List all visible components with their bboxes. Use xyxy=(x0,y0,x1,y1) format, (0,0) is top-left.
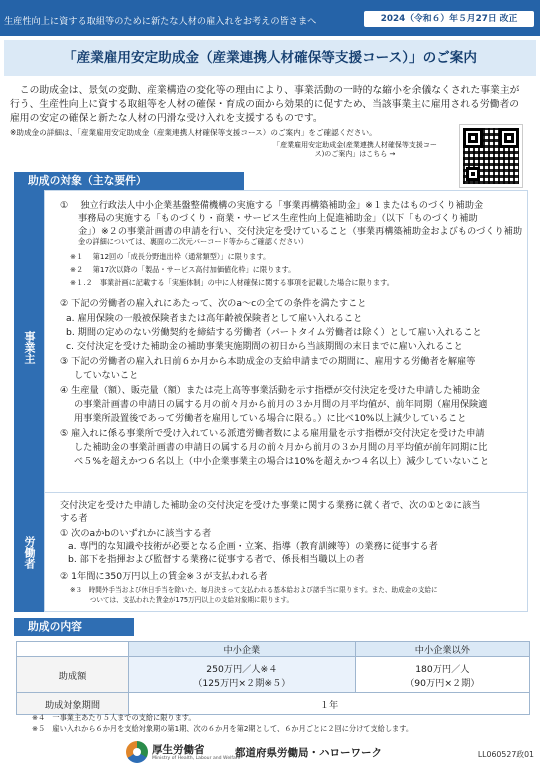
table-row xyxy=(17,693,530,715)
worker-line: ② 1年間に350万円以上の賃金※３が支払われる者 xyxy=(60,571,268,582)
worker-line: b. 部下を指揮および監督する業務に従事する者で、係長相当職以上の者 xyxy=(68,554,365,565)
employer-line: べ５%を超えかつ６名以上（中小企業事業主の場合は10%を超えかつ４名以上）減少していないこと xyxy=(74,456,490,467)
ministry-name: 厚生労働省 xyxy=(152,744,205,756)
page-title: 「産業雇用安定助成金（産業連携人材確保等支援コース）」のご案内 xyxy=(4,40,536,76)
employer-line: ① 独立行政法人中小企業基盤整備機構の実施する「事業再構築補助金」※１またはものづくり補助金 xyxy=(60,200,484,211)
worker-line: a. 専門的な知識や技術が必要となる企画・立案、指導（教育訓練等）の業務に従事する者 xyxy=(68,541,438,552)
employer-line: ④ 生産量（額）、販売量（額）または売上高等事業活動を示す指標が交付決定を受けた申請した補助金 xyxy=(60,385,480,396)
col-header-other: 中小企業以外 xyxy=(355,642,529,657)
footnote-1-2: ※１.２ 事業計画に記載する「実施体制」の中に人材確保に関する事項を記載した場合に限ります。 xyxy=(70,278,394,287)
intro-text xyxy=(10,84,525,126)
qr-code-icon[interactable] xyxy=(460,125,522,187)
amount-sme-breakdown: （125万円×２期※５） xyxy=(193,677,291,689)
condition-b: b. 期間の定めのない労働契約を締結する労働者（パートタイム労働者は除く）として雇い入れること xyxy=(66,327,482,338)
footnote-3-cont: ついては、支払われた賃金が175万円以上の支給対象期に限ります。 xyxy=(70,596,294,604)
employer-line: 事務局の実施する「ものづくり・商業・サービス生産性向上促進補助金」（以下「ものづくり補助 xyxy=(78,213,478,224)
period-value: １年 xyxy=(129,693,530,715)
ministry-logo-icon xyxy=(126,741,148,763)
employer-line: 用事業所設置後であって労働者を雇用している場合に限る。）に比べ10%以上減少していること xyxy=(74,413,467,424)
worker-line: 交付決定を受けた申請した補助金の交付決定を受けた事業に関する業務に就く者で、次の①と②に該当 xyxy=(60,500,481,511)
employer-line: した補助金の事業計画書の申請日の属する月の前々月から前月の３か月間の月平均値が前年同期に比 xyxy=(74,442,488,453)
office-name: 都道府県労働局・ハローワーク xyxy=(235,747,382,759)
col-header-sme: 中小企業 xyxy=(129,642,356,657)
banner-subtitle: 生産性向上に資する取組等のために新たな人材の雇入れをお考えの皆さまへ xyxy=(4,16,317,27)
footer xyxy=(0,735,540,775)
aid-table-header xyxy=(17,642,530,657)
qr-caption: 「産業雇用安定助成金(産業連携人材確保等支援コース)のご案内」はこちら → xyxy=(273,141,437,158)
employer-label: 事業主 xyxy=(14,190,44,505)
amount-other xyxy=(355,657,529,693)
table-row xyxy=(17,657,530,693)
amount-sme xyxy=(129,657,356,693)
employer-line: ⑤ 雇入れに係る事業所で受け入れている派遣労働者数による雇用量を示す指標が交付決定を受けた申請 xyxy=(60,428,485,439)
row-label-amount: 助成額 xyxy=(17,657,129,693)
condition-c: c. 交付決定を受けた補助金の補助事業実施期間の初日から当該期間の末日までに雇い入れること xyxy=(66,341,463,352)
employer-line: ② 下記の労働者の雇入れにあたって、次のa～cの全ての条件を満たすこと xyxy=(60,298,367,309)
condition-a: a. 雇用保険の一般被保険者または高年齢被保険者として雇い入れること xyxy=(66,313,363,324)
amount-other-value: 180万円／人 xyxy=(415,663,470,675)
footnote-4: ※４ 一事業主あたり５人までの支給に限ります。 xyxy=(32,713,196,722)
footnote-1: ※１ 第12回の「成長分野進出枠（通常類型）」に限ります。 xyxy=(70,252,271,261)
section-heading-content: 助成の内容 xyxy=(14,618,134,636)
section-heading-target: 助成の対象（主な要件） xyxy=(14,172,244,190)
footnote-5: ※５ 雇い入れから６か月を支給対象期の第1期、次の６か月を第2期として、６か月ごとに２回に分けて支給します。 xyxy=(32,724,414,733)
employer-line: の事業計画書の申請日の属する月の前々月から前月の３か月間の月平均値が、前年同期（雇用保険適 xyxy=(74,399,488,410)
revision-date-badge: 2024（令和６）年５月27日 改正 xyxy=(364,11,534,27)
employer-line: していないこと xyxy=(74,370,139,381)
employer-line: ③ 下記の労働者の雇入れ日前６か月から本助成金の支給申請までの期間に、雇用する労働者を解雇等 xyxy=(60,356,476,367)
employer-line: 金」）※２の事業計画書の申請を行い、交付決定を受けていること（事業再構築補助金およびものづくり補助 xyxy=(78,226,523,237)
document-code: LL060527政01 xyxy=(477,750,534,759)
worker-line: ① 次のaかbのいずれかに該当する者 xyxy=(60,528,212,539)
amount-sme-value: 250万円／人※４ xyxy=(206,663,278,675)
top-banner xyxy=(0,0,540,36)
ministry-name-en: Ministry of Health, Labour and Welfare xyxy=(152,756,241,761)
worker-line: する者 xyxy=(60,513,88,524)
footnote-3: ※３ 時間外手当および休日手当を除いた、毎月決まって支払われる基本給および諸手当に限ります。また、助成金の支給に xyxy=(70,586,438,594)
amount-other-breakdown: （90万円×２期） xyxy=(405,677,480,689)
intro-paragraph: この助成金は、景気の変動、産業構造の変化等の理由により、事業活動の一時的な縮小を余儀なくされた事業主が行う、生産性向上に資する取組等を人材の確保・育成の面から効果的に促すため、当該事業主に雇用される労働者の雇用の安定の確保と新たな人材の円滑な受け入れを支援するものです。 xyxy=(10,85,520,124)
details-note: ※助成金の詳細は、「産業雇用安定助成金（産業連携人材確保等支援コース）のご案内」をご確認ください。 xyxy=(10,128,377,137)
aid-table xyxy=(16,641,530,715)
employer-line: 金の詳細については、裏面の二次元バーコード等からご確認ください） xyxy=(78,237,308,246)
row-label-period: 助成対象期間 xyxy=(17,693,129,715)
footnote-2: ※２ 第17次以降の「製品・サービス高付加価値化枠」に限ります。 xyxy=(70,265,296,274)
worker-label: 労働者 xyxy=(14,492,44,612)
